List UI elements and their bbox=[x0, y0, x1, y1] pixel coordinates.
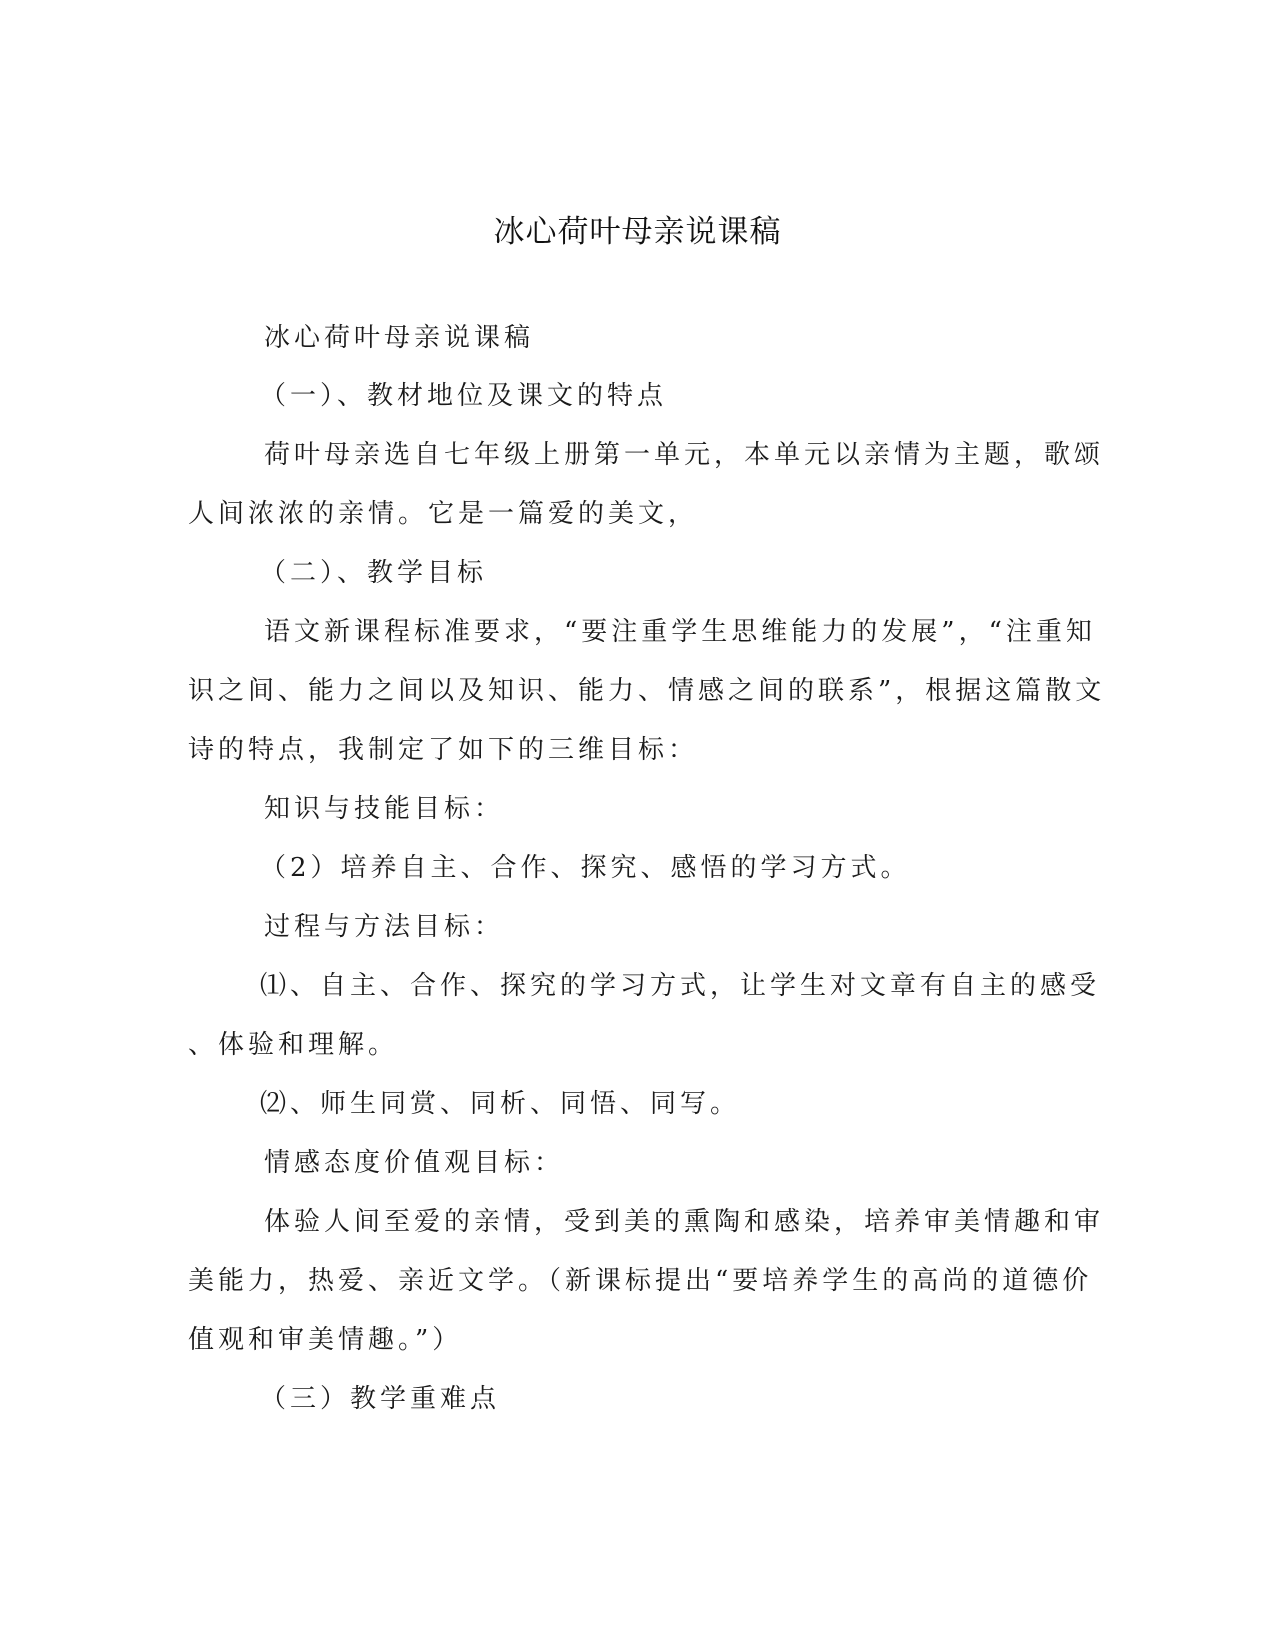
paragraph-line: 人间浓浓的亲情。它是一篇爱的美文， bbox=[188, 499, 699, 529]
paragraph-line: 荷叶母亲选自七年级上册第一单元，本单元以亲情为主题，歌颂 bbox=[264, 440, 1105, 470]
goal-heading-emotion: 情感态度价值观目标： bbox=[264, 1148, 565, 1178]
paragraph-line: 值观和审美情趣。”） bbox=[188, 1325, 463, 1355]
paragraph-line: 美能力，热爱、亲近文学。（新课标提出“要培养学生的高尚的道德价 bbox=[188, 1266, 1093, 1296]
goal-heading-knowledge: 知识与技能目标： bbox=[264, 794, 505, 824]
section-heading-1: （一）、教材地位及课文的特点 bbox=[260, 381, 668, 411]
section-heading-3: （三）教学重难点 bbox=[260, 1384, 501, 1414]
paragraph-line: 体验人间至爱的亲情，受到美的熏陶和感染，培养审美情趣和审 bbox=[264, 1207, 1105, 1237]
paragraph-line: ⑵、师生同赏、同析、同悟、同写。 bbox=[260, 1089, 741, 1119]
goal-heading-process: 过程与方法目标： bbox=[264, 912, 505, 942]
paragraph-line: （2）培养自主、合作、探究、感悟的学习方式。 bbox=[260, 853, 911, 883]
document-title: 冰心荷叶母亲说课稿 bbox=[493, 214, 782, 250]
paragraph-line: 、体验和理解。 bbox=[188, 1030, 399, 1060]
paragraph-line: ⑴、自主、合作、探究的学习方式，让学生对文章有自主的感受 bbox=[260, 971, 1101, 1001]
section-heading-2: （二）、教学目标 bbox=[260, 558, 488, 588]
paragraph-line: 识之间、能力之间以及知识、能力、情感之间的联系”，根据这篇散文 bbox=[188, 676, 1106, 706]
paragraph-line: 诗的特点，我制定了如下的三维目标： bbox=[188, 735, 699, 765]
paragraph-line: 语文新课程标准要求，“要注重学生思维能力的发展”，“注重知 bbox=[264, 617, 1096, 647]
paragraph-subtitle: 冰心荷叶母亲说课稿 bbox=[264, 323, 535, 353]
